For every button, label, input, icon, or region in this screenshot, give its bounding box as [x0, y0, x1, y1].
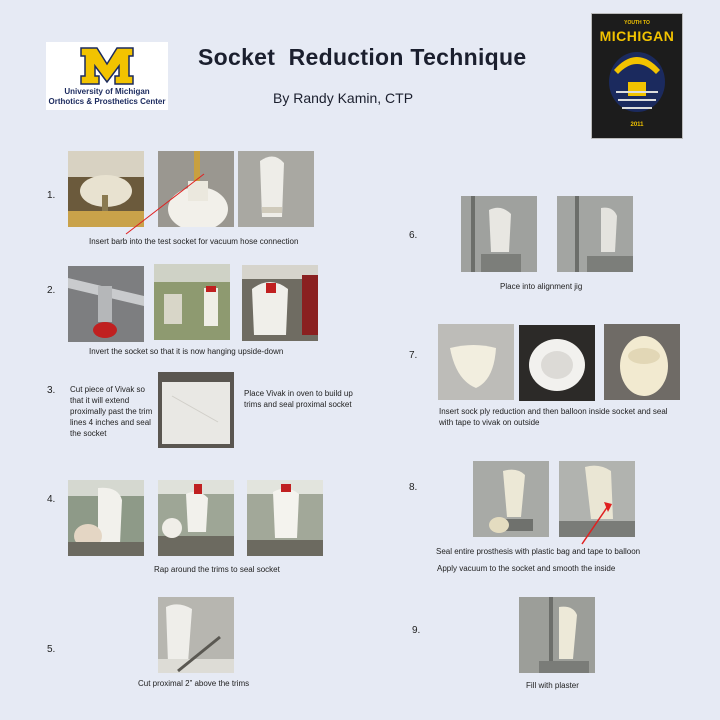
poster-top-text: YOUTH TO — [624, 20, 650, 26]
step-7-number: 7. — [409, 350, 418, 361]
step-2-photo-3 — [242, 265, 318, 341]
step-8-caption-1: Seal entire prosthesis with plastic bag and tape to balloon — [436, 547, 641, 556]
step-9-number: 9. — [412, 625, 421, 636]
step-6-number: 6. — [409, 230, 418, 241]
helmet-icon — [606, 48, 668, 118]
logo-text-line1: University of Michigan — [64, 87, 150, 96]
step-1-number: 1. — [47, 190, 56, 201]
step-8-photo-1 — [473, 461, 549, 537]
university-of-michigan-logo — [46, 42, 168, 110]
step-1-photo-3 — [238, 151, 314, 227]
step-4-number: 4. — [47, 494, 56, 505]
step-4-caption: Rap around the trims to seal socket — [154, 565, 280, 574]
michigan-poster-image — [591, 13, 683, 139]
step-2-photo-2 — [154, 264, 230, 340]
step-8-number: 8. — [409, 482, 418, 493]
poster-title-text: MICHIGAN — [599, 28, 675, 44]
poster-year-text: 2011 — [630, 122, 644, 128]
step-3-caption-right: Place Vivak in oven to build up trims and seal proximal socket — [244, 389, 353, 409]
step-2-photo-1 — [68, 266, 144, 342]
step-5-caption: Cut proximal 2” above the trims — [138, 679, 250, 688]
step-8-annotation-arrow — [574, 500, 614, 550]
step-9-photo-1 — [519, 597, 595, 673]
step-5-photo-1 — [158, 597, 234, 673]
step-4-photo-2 — [158, 480, 234, 556]
step-6-caption: Place into alignment jig — [500, 282, 583, 291]
step-8-caption-2: Apply vacuum to the socket and smooth the inside — [437, 564, 616, 573]
page-title: Socket Reduction Technique — [198, 44, 527, 70]
step-1-annotation-arrow — [120, 170, 210, 240]
step-9-caption: Fill with plaster — [526, 681, 579, 690]
step-7-photo-3 — [604, 324, 680, 400]
step-6-photo-2 — [557, 196, 633, 272]
step-4-photo-1 — [68, 480, 144, 556]
step-5-number: 5. — [47, 644, 56, 655]
step-2-number: 2. — [47, 285, 56, 296]
block-m-icon — [79, 46, 135, 86]
page-subtitle: By Randy Kamin, CTP — [273, 90, 414, 106]
logo-text-line2: Orthotics & Prosthetics Center — [48, 97, 166, 106]
step-7-photo-2 — [519, 325, 595, 401]
step-7-photo-1 — [438, 324, 514, 400]
step-3-number: 3. — [47, 385, 56, 396]
step-7-caption: Insert sock ply reduction and then balloon inside socket and seal with tape to vivak on outside — [439, 407, 668, 427]
step-3-caption-left: Cut piece of Vivak so that it will extend proximally past the trim lines 4 inches and seal the socket — [70, 385, 153, 438]
step-1-caption: Insert barb into the test socket for vacuum hose connection — [89, 237, 299, 246]
step-4-photo-3 — [247, 480, 323, 556]
step-2-caption: Invert the socket so that it is now hanging upside-down — [89, 347, 284, 356]
step-3-photo-1 — [158, 372, 234, 448]
step-6-photo-1 — [461, 196, 537, 272]
